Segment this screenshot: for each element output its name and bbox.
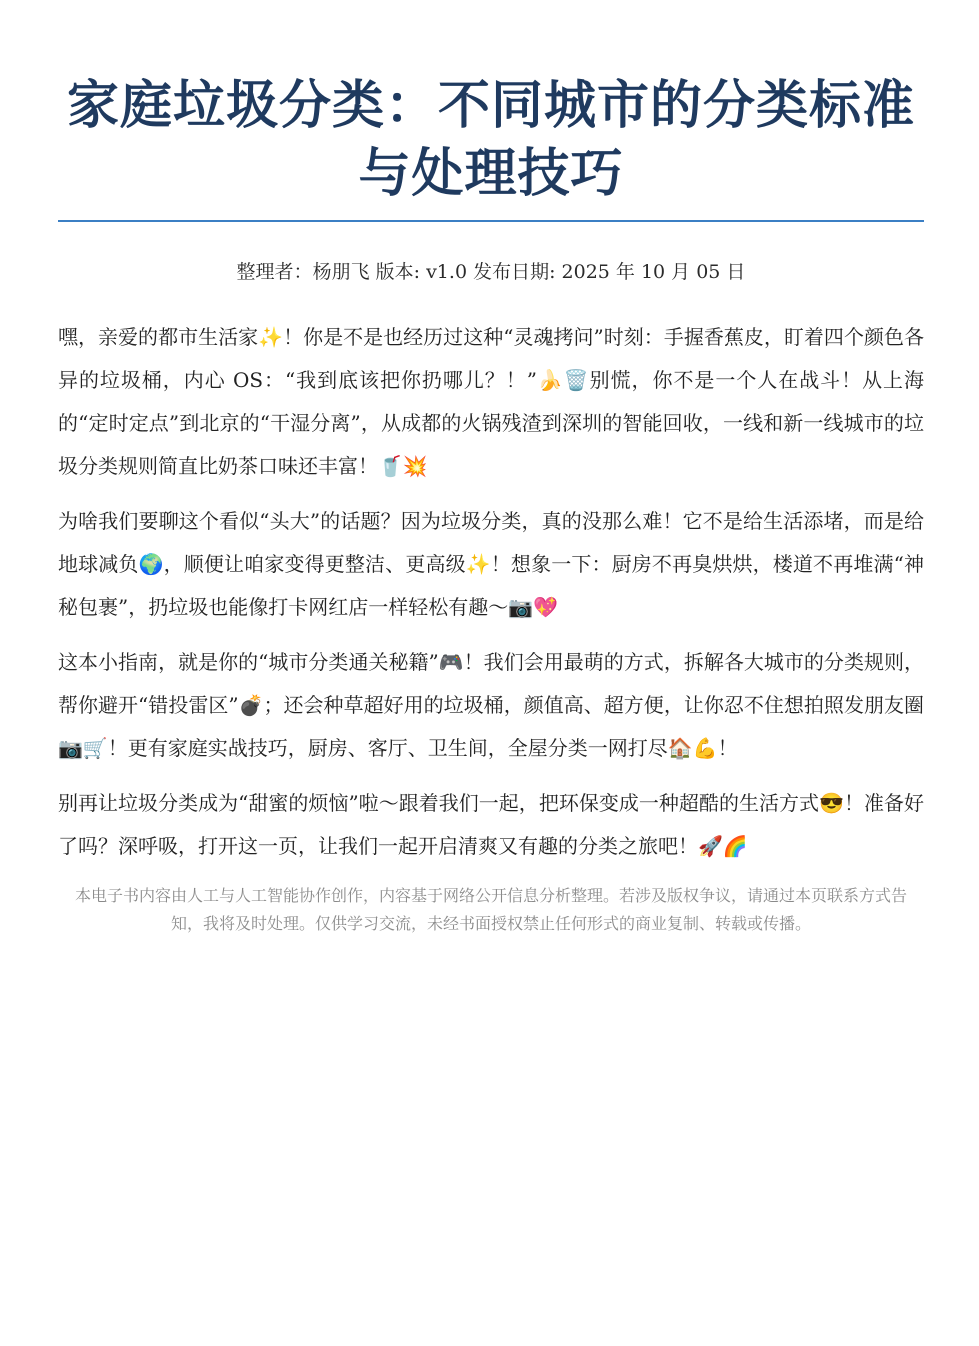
- copyright-notice: 本电子书内容由人工与人工智能协作创作，内容基于网络公开信息分析整理。若涉及版权争议，请通过本页联系方式告知，我将及时处理。仅供学习交流，未经书面授权禁止任何形式的商业复制、转载或传播。: [74, 886, 907, 933]
- date-label: 发布日期:: [473, 261, 556, 283]
- intro-body: [58, 316, 924, 868]
- version-value: v1.0: [426, 261, 468, 283]
- intro-paragraph-2: 为啥我们要聊这个看似“头大”的话题？因为垃圾分类，真的没那么难！它不是给生活添堵，而是给地球减负🌍，顺便让咱家变得更整洁、更高级✨！想象一下：厨房不再臭烘烘，楼道不再堆满“神秘包裹”，扔垃圾也能像打卡网红店一样轻松有趣～📷💖: [58, 509, 924, 619]
- title-divider: [58, 220, 924, 222]
- document-meta: [58, 258, 924, 286]
- intro-paragraph-3: 这本小指南，就是你的“城市分类通关秘籍”🎮！我们会用最萌的方式，拆解各大城市的分类规则，帮你避开“错投雷区”💣；还会种草超好用的垃圾桶，颜值高、超方便，让你忍不住想拍照发朋友圈📷🛒！更有家庭实战技巧，厨房、客厅、卫生间，全屋分类一网打尽🏠💪！: [58, 650, 924, 760]
- intro-paragraph-1: 嘿，亲爱的都市生活家✨！你是不是也经历过这种“灵魂拷问”时刻：手握香蕉皮，盯着四个颜色各异的垃圾桶，内心 OS：“我到底该把你扔哪儿？！”🍌🗑️别慌，你不是一个人在战斗！从上海的“定时定点”到北京的“干湿分离”，从成都的火锅残渣到深圳的智能回收，一线和新一线城市的垃圾分类规则简直比奶茶口味还丰富！🥤💥: [58, 325, 924, 478]
- author-label: 整理者：: [236, 261, 313, 283]
- document-page: [58, 0, 924, 938]
- intro-paragraph-4: 别再让垃圾分类成为“甜蜜的烦恼”啦～跟着我们一起，把环保变成一种超酷的生活方式😎！准备好了吗？深呼吸，打开这一页，让我们一起开启清爽又有趣的分类之旅吧！🚀🌈: [58, 791, 924, 858]
- document-title: 家庭垃圾分类：不同城市的分类标准与处理技巧: [66, 76, 915, 204]
- author-name: 杨朋飞: [312, 261, 370, 283]
- version-label: 版本:: [375, 261, 421, 283]
- date-value: 2025 年 10 月 05 日: [561, 261, 746, 283]
